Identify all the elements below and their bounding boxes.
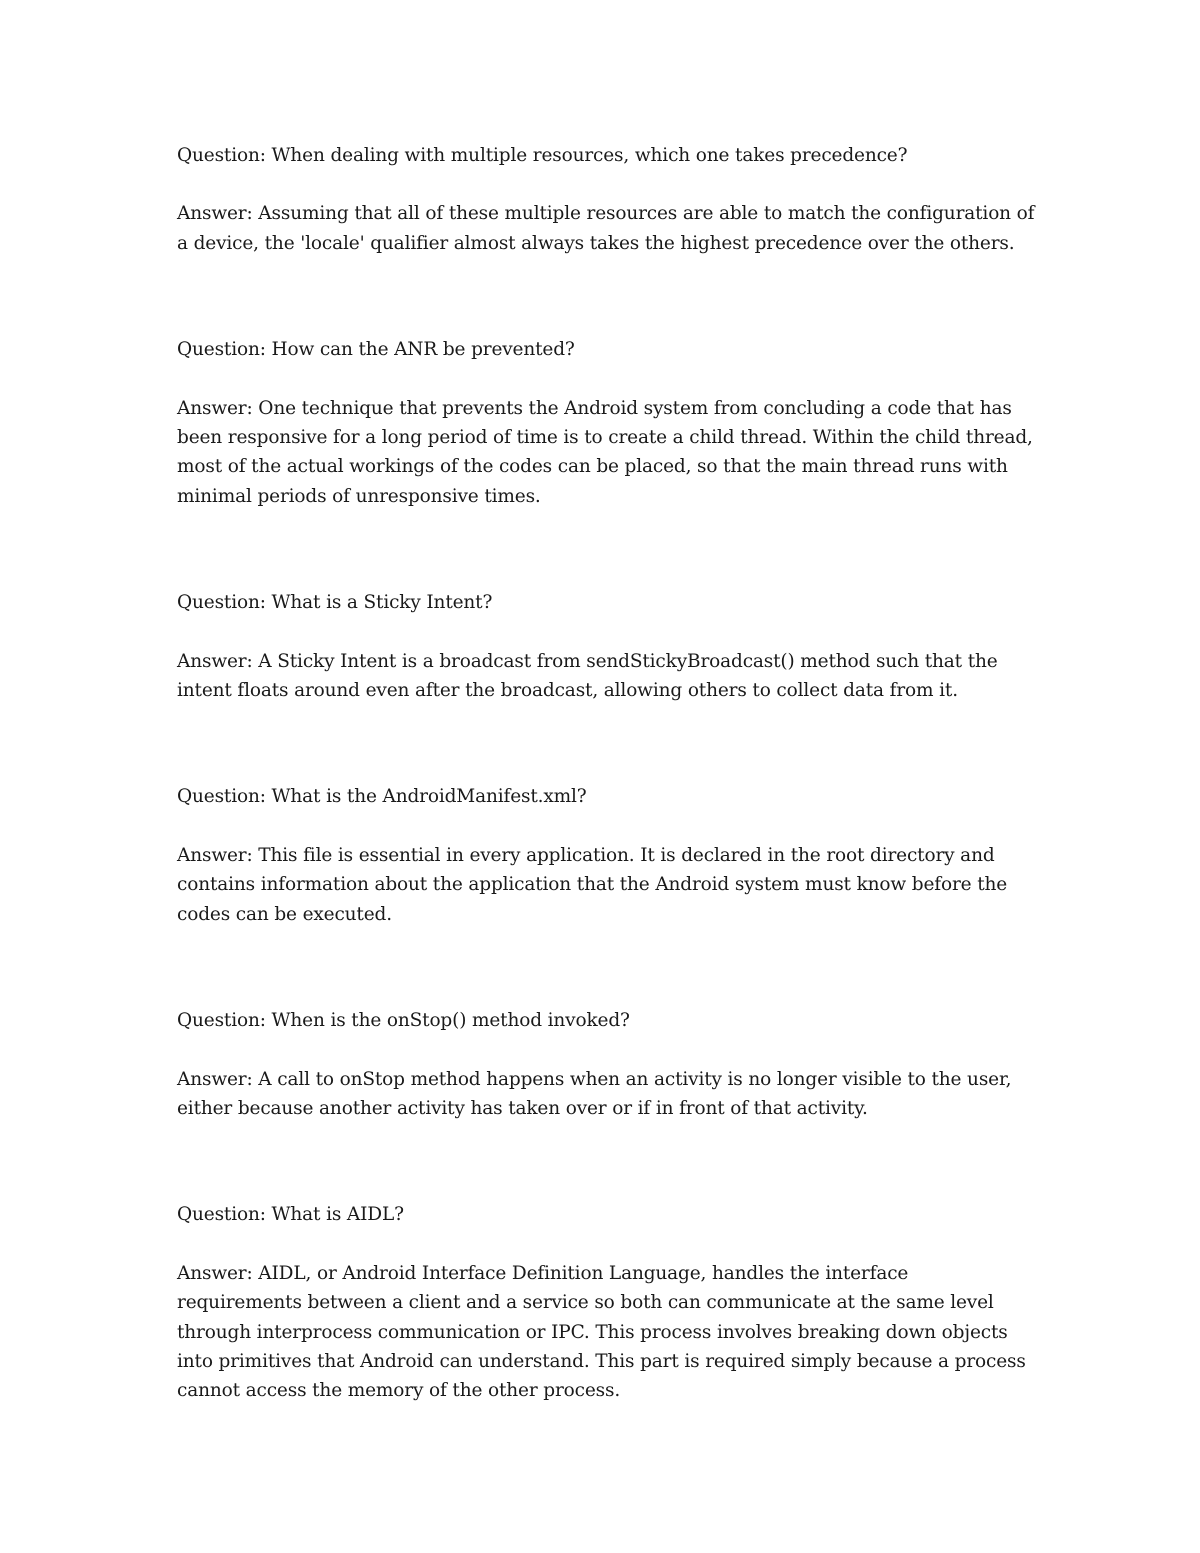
qa-item — [177, 141, 1037, 258]
qa-item — [177, 782, 1037, 929]
answer-text: Answer: A Sticky Intent is a broadcast from sendStickyBroadcast() method such that the intent floats around even after the broadcast, allowing others to collect data from it. — [177, 650, 998, 702]
qa-item — [177, 588, 1037, 705]
question-text: Question: When is the onStop() method invoked? — [177, 1010, 630, 1032]
question-text: Question: What is the AndroidManifest.xml? — [177, 786, 587, 808]
answer-text: Answer: Assuming that all of these multiple resources are able to match the configuration of a device, the 'locale' qualifier almost always takes the highest precedence over the others. — [177, 203, 1035, 254]
answer-text: Answer: A call to onStop method happens when an activity is no longer visible to the user, either because another activity has taken over or if in front of that activity. — [177, 1068, 1012, 1119]
answer-text: Answer: AIDL, or Android Interface Definition Language, handles the interface requirements between a client and a service so both can communicate at the same level through interprocess communication or IPC. This process involves breaking down objects into primitives that Android can understand. This part is required simply because a process cannot access the memory of the other process. — [177, 1262, 1026, 1402]
qa-item — [177, 1006, 1037, 1123]
question-text: Question: When dealing with multiple resources, which one takes precedence? — [177, 145, 908, 166]
answer-text: Answer: This file is essential in every application. It is declared in the root directory and contains information about the application that the Android system must know before the codes can be executed. — [177, 844, 1008, 925]
question-text: Question: What is AIDL? — [177, 1204, 404, 1226]
question-text: Question: How can the ANR be prevented? — [177, 339, 575, 361]
qa-item — [177, 1200, 1037, 1405]
answer-text: Answer: One technique that prevents the Android system from concluding a code that has been responsive for a long period of time is to create a child thread. Within the child thread, most of the actual workings of the codes can be placed, so that the main thread runs with minimal periods of unresponsive times. — [177, 397, 1033, 507]
qa-item — [177, 335, 1037, 511]
question-text: Question: What is a Sticky Intent? — [177, 592, 493, 614]
document-body — [177, 141, 1037, 1483]
